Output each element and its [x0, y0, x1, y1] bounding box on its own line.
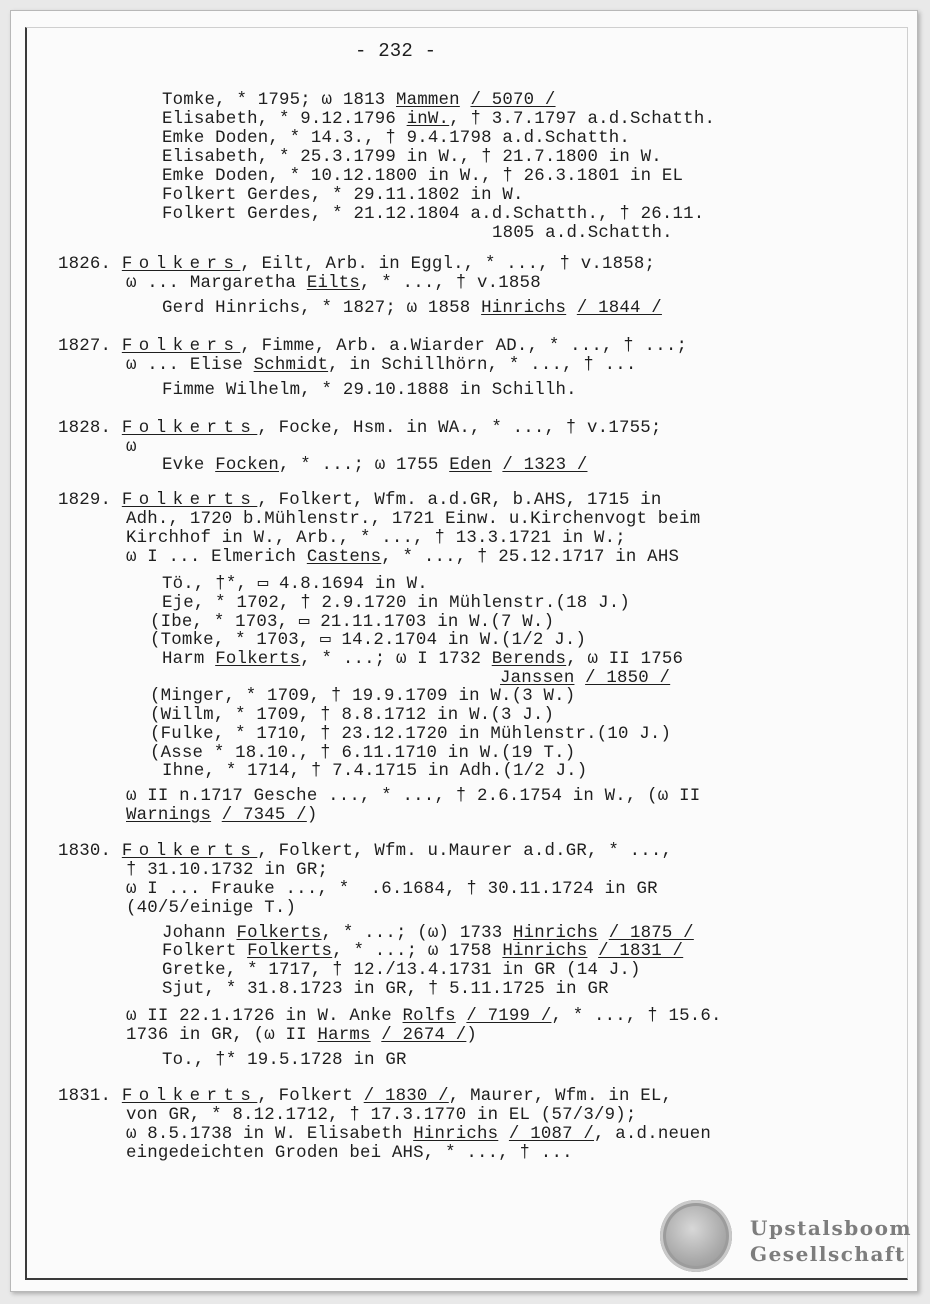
text-line — [126, 511, 700, 529]
text-line — [162, 187, 524, 205]
underlined-reference: Focken — [215, 456, 280, 475]
text-line — [162, 763, 587, 781]
text-line — [126, 1126, 711, 1144]
underlined-reference: Schmidt — [253, 356, 329, 375]
family-surname-heading: Folkerts — [121, 419, 258, 438]
line-text: ω 8.5.1738 in W. Elisabeth — [126, 1125, 414, 1144]
line-text: , ω II 1756 — [566, 650, 684, 669]
text-line — [126, 1145, 573, 1163]
line-text: Emke Doden, * 14.3., † 9.4.1798 a.d.Schatth. — [162, 129, 630, 148]
line-text — [587, 942, 598, 961]
line-text: von GR, * 8.12.1712, † 17.3.1770 in EL (57/3/9); — [126, 1106, 637, 1125]
line-text: (Ibe, * 1703, ▭ 21.11.1703 in W.(7 W.) — [150, 613, 555, 632]
underlined-reference: inW. — [406, 110, 450, 129]
line-text: Evke — [162, 456, 216, 475]
text-line — [150, 614, 554, 632]
line-text: (40/5/einige T.) — [126, 899, 297, 918]
line-text: Harm — [162, 650, 216, 669]
underlined-reference: Berends — [491, 650, 567, 669]
line-text — [456, 1007, 467, 1026]
text-line — [58, 338, 687, 356]
line-text — [460, 91, 471, 110]
line-text: ω II n.1717 Gesche ..., * ..., † 2.6.1754 in W., (ω II — [126, 787, 701, 806]
line-text: Sjut, * 31.8.1723 in GR, † 5.11.1725 in GR — [162, 980, 609, 999]
line-text — [371, 1026, 382, 1045]
line-text: Folkert Gerdes, * 29.11.1802 in W. — [162, 186, 524, 205]
line-text: Elisabeth, * 9.12.1796 — [162, 110, 407, 129]
line-text: 1830. — [58, 842, 122, 861]
line-text — [492, 456, 503, 475]
text-line — [162, 206, 704, 224]
text-line — [150, 707, 554, 725]
text-line — [58, 256, 655, 274]
line-text: Gerd Hinrichs, * 1827; ω 1858 — [162, 299, 482, 318]
underlined-reference: / 1830 / — [363, 1087, 449, 1106]
underlined-reference: Eden — [449, 456, 492, 475]
underlined-reference: / 7199 / — [466, 1007, 552, 1026]
family-surname-heading: Folkers — [121, 255, 241, 274]
underlined-reference: / 1875 / — [608, 924, 694, 943]
line-text: (Willm, * 1709, † 8.8.1712 in W.(3 J.) — [150, 706, 555, 725]
underlined-reference: / 5070 / — [470, 91, 556, 110]
underlined-reference: Warnings — [126, 806, 212, 825]
text-line — [150, 726, 671, 744]
line-text: eingedeichten Groden bei AHS, * ..., † ... — [126, 1144, 573, 1163]
line-text: , * ...; ω 1755 — [279, 456, 450, 475]
text-line — [126, 881, 658, 899]
line-text: ω — [126, 438, 137, 457]
line-text: , * ..., † 25.12.1717 in AHS — [381, 548, 680, 567]
text-line — [162, 300, 662, 318]
text-line — [126, 900, 296, 918]
line-text: 1736 in GR, (ω II — [126, 1026, 318, 1045]
line-text: 1829. — [58, 491, 122, 510]
text-line — [126, 439, 137, 457]
line-text: Adh., 1720 b.Mühlenstr., 1721 Einw. u.Kirchenvogt beim — [126, 510, 701, 529]
line-text: (Minger, * 1709, † 19.9.1709 in W.(3 W.) — [150, 687, 576, 706]
underlined-reference: / 7345 / — [221, 806, 307, 825]
line-text: Elisabeth, * 25.3.1799 in W., † 21.7.1800 in W. — [162, 148, 662, 167]
text-line — [162, 943, 683, 961]
text-line — [126, 1027, 477, 1045]
text-line — [162, 651, 683, 669]
line-text: Eje, * 1702, † 2.9.1720 in Mühlenstr.(18 J.) — [162, 594, 630, 613]
family-surname-heading: Folkerts — [121, 842, 258, 861]
line-text: , Folkert, Wfm. a.d.GR, b.AHS, 1715 in — [257, 491, 662, 510]
underlined-reference: / 1850 / — [585, 669, 671, 688]
underlined-reference: / 1831 / — [598, 942, 684, 961]
text-line — [126, 275, 541, 293]
text-line — [126, 807, 317, 825]
text-line — [126, 788, 700, 806]
underlined-reference: Hinrichs — [481, 299, 567, 318]
page-number: - 232 - — [355, 40, 437, 62]
underlined-reference: Folkerts — [236, 924, 322, 943]
text-line — [162, 576, 428, 594]
text-line — [126, 530, 626, 548]
line-text: , in Schillhörn, * ..., † ... — [328, 356, 637, 375]
line-text: Emke Doden, * 10.12.1800 in W., † 26.3.1801 in EL — [162, 167, 684, 186]
line-text: , * ...; ω 1758 — [332, 942, 503, 961]
line-text: , Fimme, Arb. a.Wiarder AD., * ..., † ...; — [240, 337, 688, 356]
line-text — [574, 669, 585, 688]
text-line — [162, 111, 715, 129]
line-text: 1828. — [58, 419, 122, 438]
line-text: 1827. — [58, 337, 122, 356]
line-text — [598, 924, 609, 943]
line-text: To., †* 19.5.1728 in GR — [162, 1051, 407, 1070]
line-text: † 31.10.1732 in GR; — [126, 861, 329, 880]
underlined-reference: / 1323 / — [502, 456, 588, 475]
text-line — [126, 1008, 722, 1026]
line-text: , * ..., † v.1858 — [360, 274, 541, 293]
line-text: , Folkert, Wfm. u.Maurer a.d.GR, * ..., — [257, 842, 673, 861]
line-text — [498, 1125, 509, 1144]
underlined-reference: Hinrichs — [502, 942, 588, 961]
line-text: , a.d.neuen — [594, 1125, 712, 1144]
line-text: Gretke, * 1717, † 12./13.4.1731 in GR (14 J.) — [162, 961, 641, 980]
text-line — [58, 492, 662, 510]
text-line — [58, 420, 662, 438]
line-text: Folkert — [162, 942, 248, 961]
text-line — [162, 981, 609, 999]
line-text: , * ...; (ω) 1733 — [321, 924, 513, 943]
underlined-reference: / 1844 / — [576, 299, 662, 318]
line-text: ω ... Elise — [126, 356, 254, 375]
underlined-reference: Rolfs — [402, 1007, 456, 1026]
line-text: , Maurer, Wfm. in EL, — [448, 1087, 673, 1106]
text-line — [126, 357, 637, 375]
line-text: (Asse * 18.10., † 6.11.1710 in W.(19 T.) — [150, 744, 576, 763]
text-line — [162, 130, 630, 148]
family-surname-heading: Folkerts — [121, 491, 258, 510]
publisher-name-line2: Gesellschaft — [750, 1242, 906, 1266]
underlined-reference: Eilts — [306, 274, 361, 293]
text-line — [500, 670, 670, 688]
underlined-reference: Hinrichs — [413, 1125, 499, 1144]
text-line — [162, 168, 683, 186]
underlined-reference: Janssen — [500, 669, 575, 688]
line-text: 1831. — [58, 1087, 122, 1106]
line-text: Tomke, * 1795; ω 1813 — [162, 91, 396, 110]
text-line — [492, 225, 673, 243]
underlined-reference: Harms — [317, 1026, 371, 1045]
society-seal-icon — [660, 1200, 732, 1272]
line-text: , Eilt, Arb. in Eggl., * ..., † v.1858; — [240, 255, 656, 274]
underlined-reference: Folkerts — [247, 942, 333, 961]
text-line — [162, 1052, 407, 1070]
line-text: ω II 22.1.1726 in W. Anke — [126, 1007, 403, 1026]
text-line — [162, 382, 577, 400]
publisher-name-line1: Upstalsboom — [750, 1216, 913, 1240]
text-line — [126, 549, 679, 567]
underlined-reference: Castens — [306, 548, 382, 567]
line-text: ω I ... Elmerich — [126, 548, 307, 567]
line-text: (Tomke, * 1703, ▭ 14.2.1704 in W.(1/2 J.) — [150, 631, 587, 650]
text-line — [126, 862, 328, 880]
line-text: , † 3.7.1797 a.d.Schatth. — [449, 110, 716, 129]
line-text: , Folkert — [257, 1087, 364, 1106]
line-text — [566, 299, 577, 318]
line-text: ω I ... Frauke ..., * .6.1684, † 30.11.1724 in GR — [126, 880, 658, 899]
line-text: 1805 a.d.Schatth. — [492, 224, 673, 243]
line-text: , * ...; ω I 1732 — [300, 650, 492, 669]
line-text: Ihne, * 1714, † 7.4.1715 in Adh.(1/2 J.) — [162, 762, 588, 781]
line-text: Folkert Gerdes, * 21.12.1804 a.d.Schatth., † 26.11. — [162, 205, 705, 224]
text-line — [162, 595, 630, 613]
underlined-reference: Mammen — [396, 91, 460, 110]
line-text — [211, 806, 222, 825]
text-line — [58, 1088, 672, 1106]
line-text: ) — [306, 806, 318, 825]
line-text: 1826. — [58, 255, 122, 274]
family-surname-heading: Folkers — [121, 337, 241, 356]
text-line — [162, 92, 556, 110]
text-line — [162, 962, 641, 980]
line-text: ) — [466, 1026, 478, 1045]
text-line — [162, 925, 694, 943]
line-text: Fimme Wilhelm, * 29.10.1888 in Schillh. — [162, 381, 577, 400]
line-text: Tö., †*, ▭ 4.8.1694 in W. — [162, 575, 428, 594]
text-line — [150, 745, 575, 763]
underlined-reference: Folkerts — [215, 650, 301, 669]
text-line — [126, 1107, 637, 1125]
line-text: , Focke, Hsm. in WA., * ..., † v.1755; — [257, 419, 662, 438]
line-text: Johann — [162, 924, 237, 943]
line-text: , * ..., † 15.6. — [551, 1007, 722, 1026]
underlined-reference: Hinrichs — [513, 924, 599, 943]
line-text: ω ... Margaretha — [126, 274, 307, 293]
text-line — [58, 843, 672, 861]
underlined-reference: / 1087 / — [508, 1125, 595, 1144]
text-line — [162, 149, 662, 167]
underlined-reference: / 2674 / — [381, 1026, 467, 1045]
family-surname-heading: Folkerts — [121, 1087, 258, 1106]
text-line — [150, 688, 575, 706]
line-text: Kirchhof in W., Arb., * ..., † 13.3.1721 in W.; — [126, 529, 626, 548]
text-line — [150, 632, 586, 650]
text-line — [162, 457, 587, 475]
line-text: (Fulke, * 1710, † 23.12.1720 in Mühlenstr.(10 J.) — [150, 725, 672, 744]
